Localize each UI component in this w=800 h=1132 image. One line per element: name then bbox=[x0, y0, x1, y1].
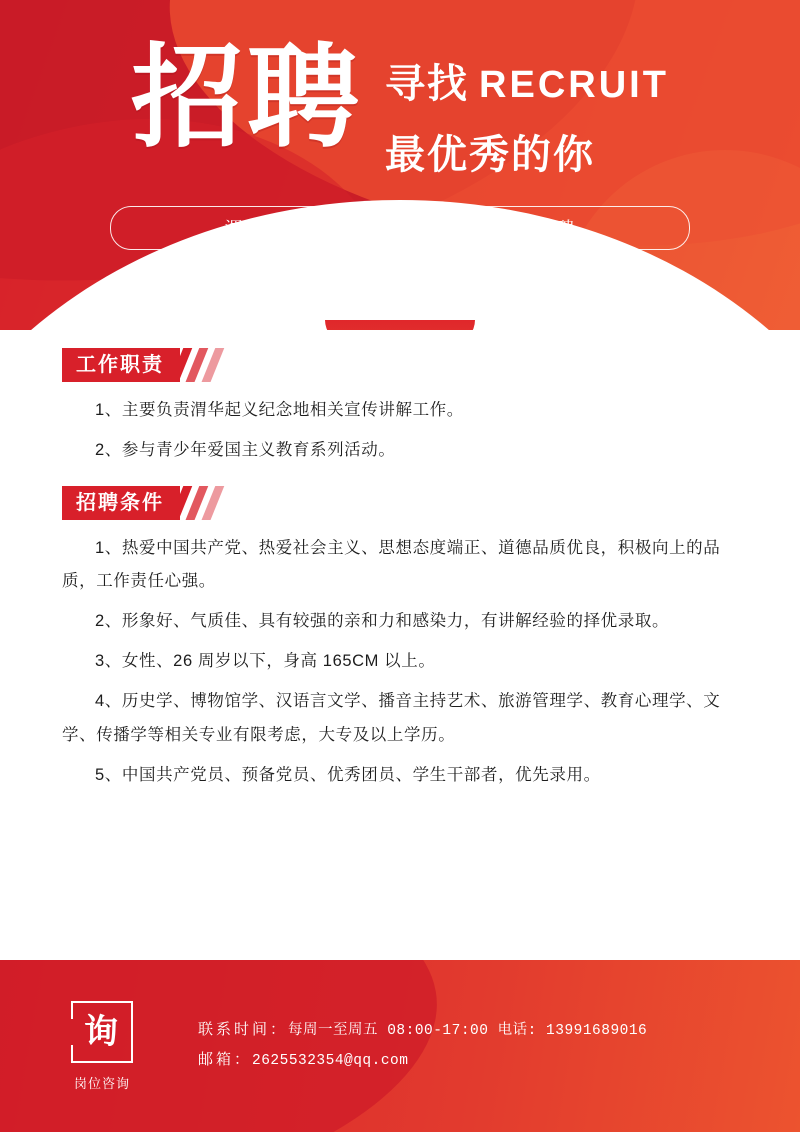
section-header-requirements bbox=[62, 484, 738, 522]
section-header-duties bbox=[62, 346, 738, 384]
section-title-requirements: 招聘条件 bbox=[62, 486, 180, 520]
inquiry-badge-box bbox=[71, 1001, 133, 1063]
headline-secondary-block bbox=[385, 42, 669, 180]
contact-email-label: 邮箱： bbox=[198, 1051, 253, 1068]
requirement-item-4: 4、历史学、博物馆学、汉语言文学、播音主持艺术、旅游管理学、教育心理学、文学、传播学等相关专业有限考虑，大专及以上学历。 bbox=[62, 691, 721, 744]
headline-english-word: RECRUIT bbox=[479, 64, 669, 106]
headline-line-two: 最优秀的你 bbox=[385, 133, 596, 177]
contact-time-value: 每周一至周五 08:00-17:00 电话: 13991689016 bbox=[288, 1023, 648, 1040]
headline-main-title: 招聘 bbox=[131, 35, 364, 160]
contact-email-value: 2625532354@qq.com bbox=[252, 1053, 409, 1069]
inquiry-badge-char: 询 bbox=[84, 1012, 118, 1051]
headline-line-one bbox=[385, 52, 669, 109]
contact-time-row bbox=[198, 1016, 647, 1046]
requirement-item-5: 5、中国共产党员、预备党员、优秀团员、学生干部者，优先录用。 bbox=[95, 765, 601, 784]
inquiry-badge bbox=[60, 1001, 144, 1092]
duty-item-2: 2、参与青少年爱国主义教育系列活动。 bbox=[95, 440, 396, 459]
duty-item-1: 1、主要负责渭华起义纪念地相关宣传讲解工作。 bbox=[95, 401, 464, 419]
requirement-item-3: 3、女性、26 周岁以下，身高 165CM 以上。 bbox=[95, 652, 436, 671]
footer-inner bbox=[0, 960, 800, 1132]
contact-block bbox=[198, 1016, 647, 1075]
inquiry-badge-caption: 岗位咨询 bbox=[73, 1075, 130, 1091]
poster-headline bbox=[0, 35, 800, 180]
contact-email-row bbox=[198, 1046, 647, 1076]
headline-cn-small: 寻找 bbox=[385, 62, 470, 106]
subtitle-pill bbox=[110, 206, 690, 250]
contact-time-label: 联系时间： bbox=[198, 1021, 289, 1039]
subtitle-text: 渭华起义纪念地管理中心讲解员公开招聘 bbox=[224, 219, 576, 239]
section-slash-decor bbox=[176, 348, 236, 382]
poster-footer bbox=[0, 960, 800, 1132]
poster-content bbox=[0, 330, 800, 960]
section-slash-decor-2 bbox=[176, 486, 236, 520]
requirement-item-1: 1、热爱中国共产党、热爱社会主义、思想态度端正、道德品质优良，积极向上的品质，工作责任心强。 bbox=[62, 538, 721, 591]
section-title-duties: 工作职责 bbox=[62, 348, 180, 382]
requirement-item-2: 2、形象好、气质佳、具有较强的亲和力和感染力，有讲解经验的择优录取。 bbox=[95, 612, 670, 631]
